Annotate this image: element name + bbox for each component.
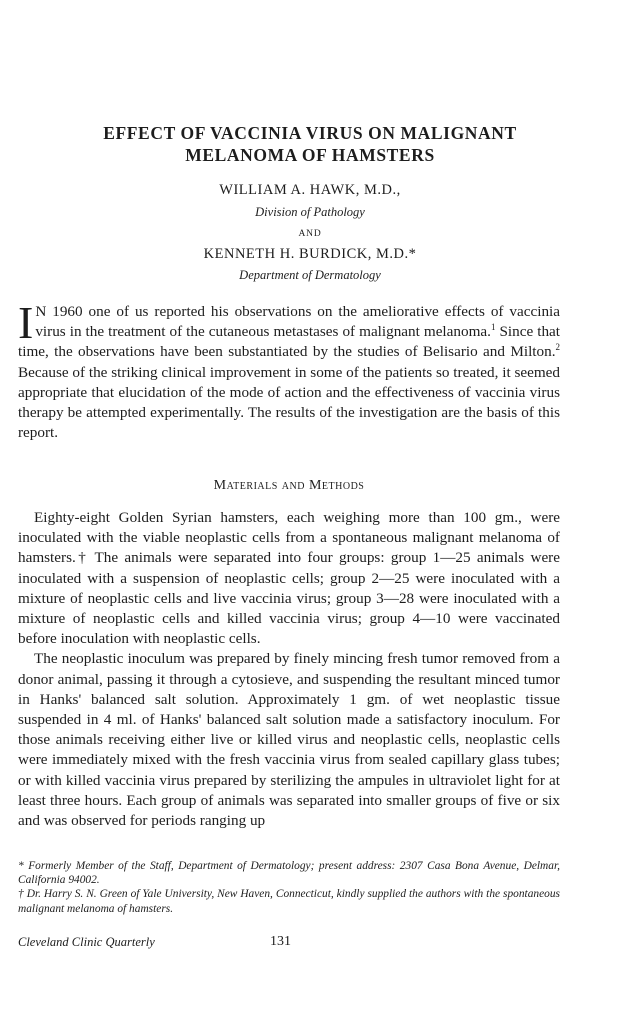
methods-section <box>18 508 560 831</box>
intro-text-2: Since that time, the observations have been substantiated by the studies of Belisario and Milton. <box>18 323 560 361</box>
methods-paragraph-1: Eighty-eight Golden Syrian hamsters, each weighing more than 100 gm., were inoculated with the viable neoplastic cells from a spontaneous malignant melanoma of hamsters.† The animals were separated into four groups: group 1—25 animals were inoculated with a suspension of neoplastic cells; group 2—25 were inoculated with a mixture of neoplastic cells and live vaccinia virus; group 3—28 were inoculated with a mixture of neoplastic cells and killed vaccinia virus; group 4—10 were vaccinated before inoculation with neoplastic cells. <box>18 509 560 648</box>
journal-name: Cleveland Clinic Quarterly <box>18 935 155 949</box>
section-heading: Materials and Methods <box>213 478 365 493</box>
intro-text-3: Because of the striking clinical improvement in some of the patients so treated, it seemed appropriate that elucidation of the mode of action and the effectiveness of vaccinia virus therapy be attempted experimentally. The results of the investigation are the basis of this report. <box>18 363 560 442</box>
author-1-affiliation: Division of Pathology <box>255 205 365 219</box>
and-separator: AND <box>298 229 322 239</box>
footnote-2: † Dr. Harry S. N. Green of Yale University, New Haven, Connecticut, kindly supplied the authors with the spontaneous malignant melanoma of hamsters. <box>18 888 560 915</box>
footnote-1: * Formerly Member of the Staff, Department of Dermatology; present address: 2307 Casa Bona Avenue, Delmar, California 94002. <box>18 860 560 887</box>
author-2-name: KENNETH H. BURDICK, M.D.* <box>203 246 417 262</box>
introduction <box>18 297 560 443</box>
reference-1: 1 <box>490 322 496 333</box>
reference-2: 2 <box>555 342 560 353</box>
methods-paragraph-2: The neoplastic inoculum was prepared by finely mincing fresh tumor removed from a donor animal, passing it through a cytosieve, and suspending the resultant minced tumor in Hanks' balanced salt solution. Approximately 1 gm. of wet neoplastic tissue suspended in 4 ml. of Hanks' balanced salt solution made a satisfactory inoculum. For those animals receiving either live or killed virus and neoplastic cells, neoplastic cells were immediately mixed with the fresh vaccinia virus from sealed capillary glass tubes; or with killed vaccinia virus prepared by sterilizing the ampules in ultraviolet light for at least three hours. Each group of animals was separated into smaller groups of five or six and was observed for periods ranging up <box>18 650 560 830</box>
page-number: 131 <box>270 934 291 949</box>
intro-text-1: N 1960 one of us reported his observations on the ameliorative effects of vaccinia virus in the treatment of the cutaneous metastases of malignant melanoma. <box>35 303 560 341</box>
intro-paragraph <box>18 297 560 443</box>
author-2-affiliation: Department of Dermatology <box>239 268 381 282</box>
drop-cap: I <box>18 297 34 348</box>
footnotes <box>18 859 560 916</box>
title-line-1: EFFECT OF VACCINIA VIRUS ON MALIGNANT <box>103 123 517 143</box>
title-line-2: MELANOMA OF HAMSTERS <box>185 145 435 165</box>
article-title <box>40 122 580 166</box>
author-1-name: WILLIAM A. HAWK, M.D., <box>219 182 401 198</box>
